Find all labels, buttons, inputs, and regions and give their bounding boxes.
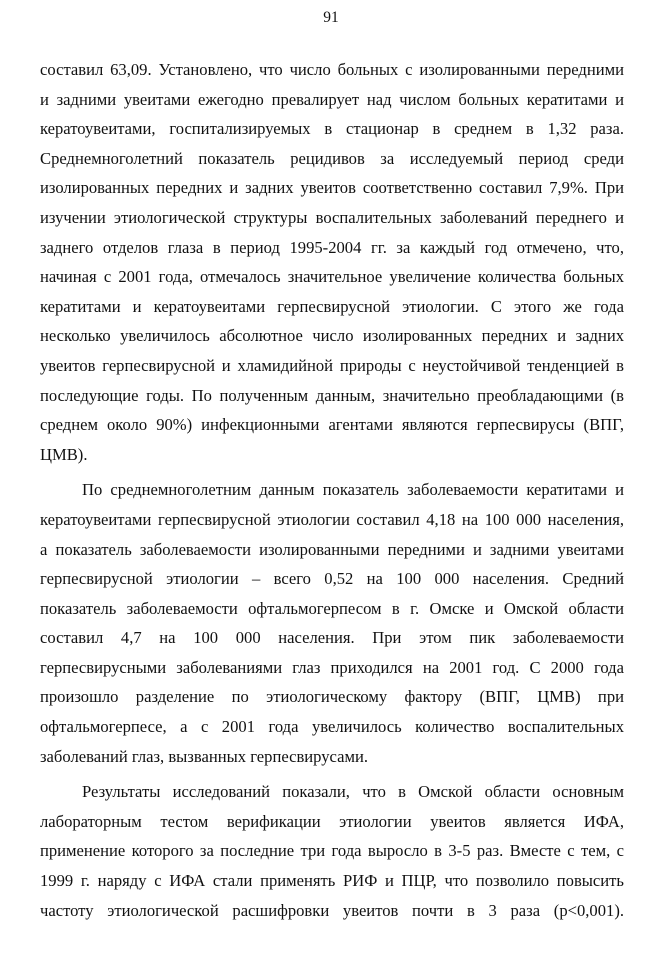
text-line: применение которого за последние три года выросло в 3-5 раз. Вместе с тем, с — [40, 841, 624, 861]
text-line: изолированных передних и задних увеитов соответственно составил 7,9%. При — [40, 178, 624, 198]
text-line: ЦМВ). — [40, 444, 88, 464]
text-line: герпесвирусными заболеваниями глаз приходился на 2001 год. С 2000 года — [40, 657, 624, 677]
text-line: и задними увеитами ежегодно превалирует над числом больных кератитами и — [40, 89, 624, 109]
text-line: 1999 г. наряду с ИФА стали применять РИФ и ПЦР, что позволило повысить — [40, 871, 624, 891]
text-line: увеитов герпесвирусной и хламидийной природы с неустойчивой тенденцией в — [40, 355, 624, 375]
text-line: показатель заболеваемости офтальмогерпесом в г. Омске и Омской области — [40, 598, 624, 618]
text-line: Среднемноголетний показатель рецидивов за исследуемый период среди — [40, 148, 624, 168]
text-line: заболеваний глаз, вызванных герпесвирусами. — [40, 746, 369, 766]
paragraph-3 — [40, 777, 624, 925]
text-line: несколько увеличилось абсолютное число изолированных передних и задних — [40, 326, 624, 346]
text-line: среднем около 90%) инфекционными агентами являются герпесвирусы (ВПГ, — [40, 415, 624, 435]
text-line: Результаты исследований показали, что в Омской области основным — [82, 782, 624, 802]
paragraph-2 — [40, 475, 624, 771]
text-line: кератоувеитами, госпитализируемых в стационар в среднем в 1,32 раза. — [40, 119, 624, 139]
text-line: а показатель заболеваемости изолированными передними и задними увеитами — [40, 539, 624, 559]
paragraph-1 — [40, 55, 624, 469]
text-line: заднего отделов глаза в период 1995-2004 гг. за каждый год отмечено, что, — [40, 237, 624, 257]
text-line: последующие годы. По полученным данным, значительно преобладающими (в — [40, 385, 624, 405]
text-line: составил 4,7 на 100 000 населения. При этом пик заболеваемости — [40, 628, 624, 648]
text-line: офтальмогерпесе, а с 2001 года увеличилось количество воспалительных — [40, 717, 624, 737]
text-line: произошло разделение по этиологическому фактору (ВПГ, ЦМВ) при — [40, 687, 624, 707]
page-number: 91 — [323, 9, 339, 26]
text-line: кератитами и кератоувеитами герпесвирусной этиологии. С этого же года — [40, 296, 624, 316]
text-line: лабораторным тестом верификации этиологии увеитов является ИФА, — [40, 811, 624, 831]
text-line: кератоувеитами герпесвирусной этиологии составил 4,18 на 100 000 населения, — [40, 509, 624, 529]
text-line: составил 63,09. Установлено, что число больных с изолированными передними — [40, 60, 624, 79]
text-line: герпесвирусной этиологии – всего 0,52 на 100 000 населения. Средний — [40, 569, 624, 589]
text-line: По среднемноголетним данным показатель заболеваемости кератитами и — [82, 480, 624, 500]
text-line: изучении этиологической структуры воспалительных заболеваний переднего и — [40, 207, 624, 227]
text-line: частоту этиологической расшифровки увеитов почти в 3 раза (p<0,001). — [40, 900, 624, 920]
text-line: начиная с 2001 года, отмечалось значительное увеличение количества больных — [40, 267, 624, 287]
body-text — [40, 55, 624, 925]
